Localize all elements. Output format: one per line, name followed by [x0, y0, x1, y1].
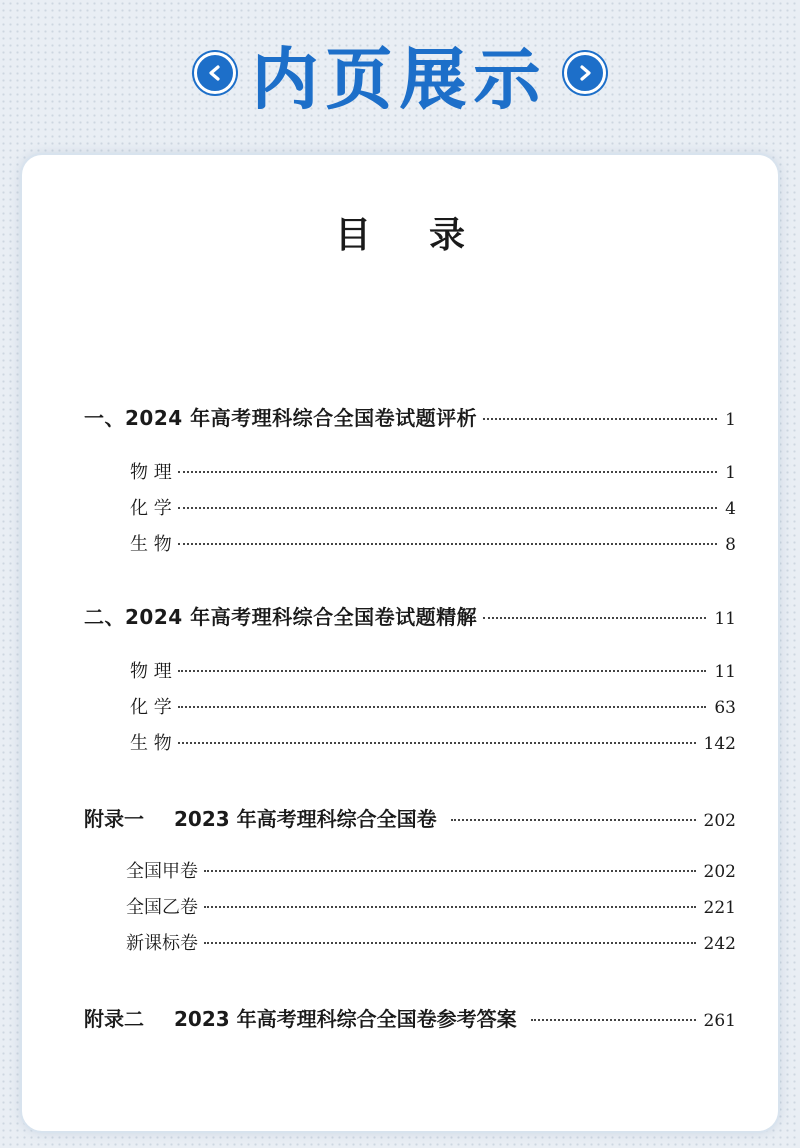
dot-leader: [531, 1019, 696, 1021]
toc-entry-label: 全国甲卷: [126, 861, 198, 882]
chevron-right-icon: [564, 52, 606, 94]
toc-entry-section2: [84, 601, 736, 630]
toc-page-card: [22, 155, 778, 1131]
toc-entry-page: 221: [703, 898, 736, 918]
page-title: 内页展示: [252, 40, 548, 118]
toc-entry-s1-chemistry: [130, 494, 736, 520]
dot-leader: [178, 706, 707, 708]
toc-entry-a1-xinkebiao: [126, 929, 736, 955]
toc-entry-page: 1: [725, 463, 736, 483]
toc-entry-page: 1: [725, 410, 736, 430]
dot-leader: [451, 819, 696, 821]
toc-entry-appendix2: [84, 1003, 736, 1032]
dot-leader: [204, 906, 696, 908]
toc-entry-label: 生 物: [130, 733, 172, 754]
toc-entry-label: 新课标卷: [126, 933, 198, 954]
toc-entry-page: 261: [703, 1011, 736, 1031]
dot-leader: [204, 942, 696, 944]
toc-entry-label: 一、2024 年高考理科综合全国卷试题评析: [84, 406, 478, 430]
dot-leader: [178, 543, 717, 545]
dot-leader: [483, 418, 717, 420]
toc-entry-appendix1: [84, 803, 736, 832]
toc-heading-part1: 目: [334, 214, 371, 256]
toc-entry-s1-physics: [130, 458, 736, 484]
toc-heading: [22, 207, 778, 258]
toc-entry-page: 4: [725, 499, 736, 519]
toc-entry-page: 142: [703, 734, 736, 754]
toc-entry-page: 11: [714, 662, 736, 682]
toc-entry-a1-yi: [126, 893, 736, 919]
page-header: [0, 28, 800, 118]
toc-entry-page: 242: [703, 934, 736, 954]
toc-heading-part2: 录: [429, 214, 466, 256]
toc-entry-s2-chemistry: [130, 693, 736, 719]
toc-entry-a1-jia: [126, 857, 736, 883]
toc-entry-s2-biology: [130, 729, 736, 755]
toc-entry-page: 63: [714, 698, 736, 718]
toc-entry-label: 二、2024 年高考理科综合全国卷试题精解: [84, 605, 478, 629]
toc-entry-page: 202: [703, 811, 736, 831]
dot-leader: [483, 617, 706, 619]
toc-entry-s2-physics: [130, 657, 736, 683]
toc-entry-prefix: 附录二: [84, 1007, 144, 1031]
toc-entry-label: 生 物: [130, 534, 172, 555]
dot-leader: [178, 507, 717, 509]
toc-entry-label: 2023 年高考理科综合全国卷参考答案: [174, 1007, 517, 1031]
toc-entry-section1: [84, 402, 736, 431]
toc-entry-label: 物 理: [130, 661, 172, 682]
toc-entry-page: 8: [725, 535, 736, 555]
toc-entry-s1-biology: [130, 530, 736, 556]
toc-entry-label: 化 学: [130, 697, 172, 718]
toc-entry-page: 202: [703, 862, 736, 882]
toc-entry-label: 物 理: [130, 462, 172, 483]
toc-entry-prefix: 附录一: [84, 807, 144, 831]
toc-entry-label: 化 学: [130, 498, 172, 519]
toc-entry-page: 11: [714, 609, 736, 629]
dot-leader: [178, 742, 696, 744]
dot-leader: [178, 670, 707, 672]
toc-entry-label: 全国乙卷: [126, 897, 198, 918]
dot-leader: [178, 471, 717, 473]
dot-leader: [204, 870, 696, 872]
toc-entry-label: 2023 年高考理科综合全国卷: [174, 807, 437, 831]
chevron-left-icon: [194, 52, 236, 94]
